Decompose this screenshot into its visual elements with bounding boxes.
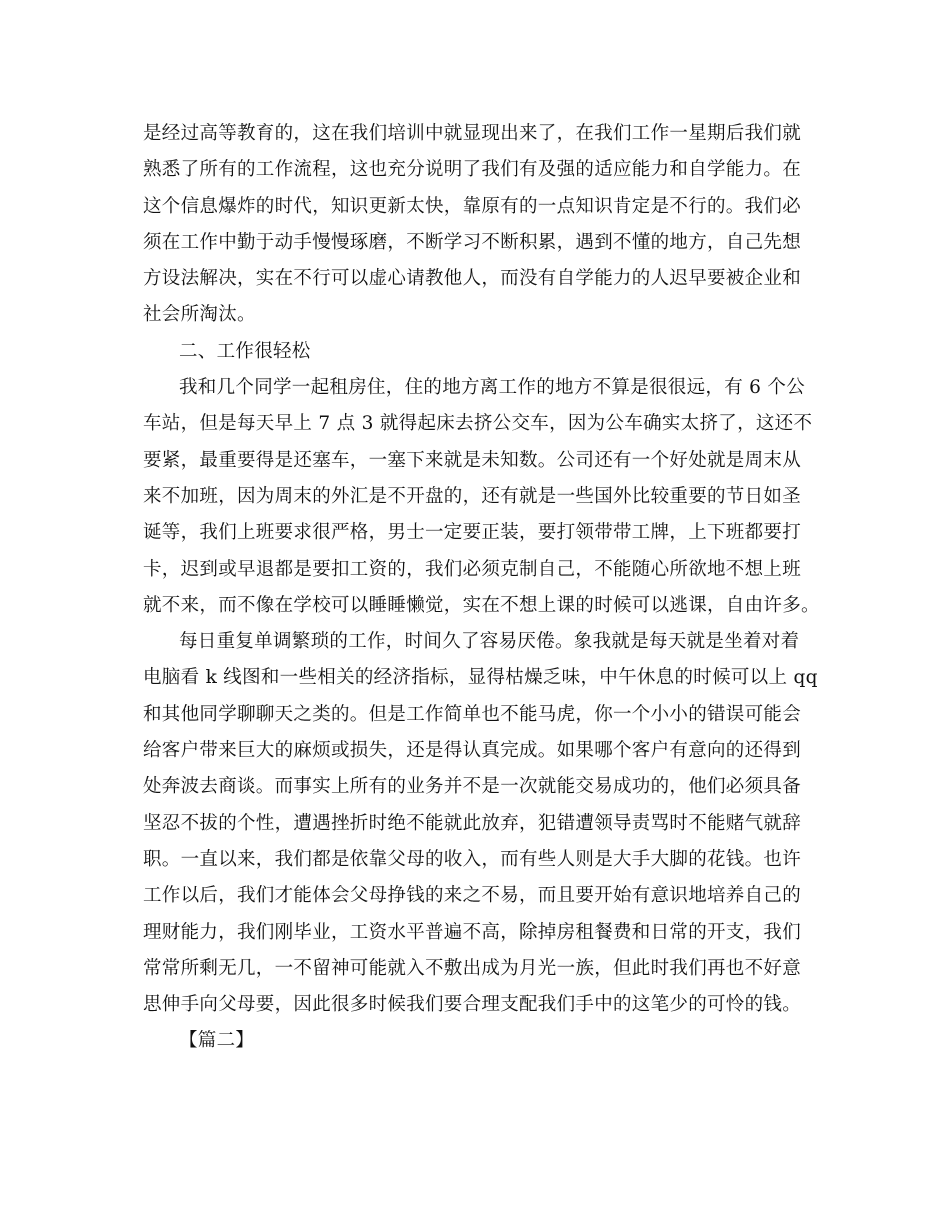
text-line: 须在工作中勤于动手慢慢琢磨，不断学习不断积累，遇到不懂的地方，自己先想: [143, 231, 802, 253]
text-line: 车站，但是每天早上 7 点 3 就得起床去挤公交车，因为公车确实太挤了，这还不: [143, 413, 813, 435]
paragraph-2: [143, 370, 820, 624]
text-line: 和其他同学聊聊天之类的。但是工作简单也不能马虎，你一个小小的错误可能会: [143, 703, 802, 725]
text-line: 是经过高等教育的，这在我们培训中就显现出来了，在我们工作一星期后我们就: [143, 123, 802, 144]
text-line: 处奔波去商谈。而事实上所有的业务并不是一次就能交易成功的，他们必须具备: [143, 776, 802, 798]
text-line: 来不加班，因为周末的外汇是不开盘的，还有就是一些国外比较重要的节日如圣: [143, 485, 802, 507]
text-line: 方设法解决，实在不行可以虚心请教他人，而没有自学能力的人迟早要被企业和: [143, 268, 802, 290]
text-line: 职。一直以来，我们都是依靠父母的收入，而有些人则是大手大脚的花钱。也许: [143, 848, 802, 870]
text-line: 社会所淘汰。: [143, 304, 256, 326]
text-line: 给客户带来巨大的麻烦或损失，还是得认真完成。如果哪个客户有意向的还得到: [143, 740, 802, 762]
section-heading: 二、工作很轻松: [179, 340, 311, 362]
text-line: 要紧，最重要得是还塞车，一塞下来就是未知数。公司还有一个好处就是周末从: [143, 449, 802, 471]
text-line: 工作以后，我们才能体会父母挣钱的来之不易，而且要开始有意识地培养自己的: [143, 885, 802, 907]
text-line: 这个信息爆炸的时代，知识更新太快，靠原有的一点知识肯定是不行的。我们必: [143, 195, 802, 217]
text-line: 我和几个同学一起租房住，住的地方离工作的地方不算是很很远，有 6 个公: [179, 377, 806, 399]
paragraph-1: [143, 116, 807, 334]
text-line: 理财能力，我们刚毕业，工资水平普遍不高，除掉房租餐费和日常的开支，我们: [143, 921, 802, 943]
text-line: 诞等，我们上班要求很严格，男士一定要正装，要打领带带工牌，上下班都要打: [143, 522, 802, 544]
text-line: 电脑看 k 线图和一些相关的经济指标，显得枯燥乏味，中午休息的时候可以上 qq: [143, 667, 818, 689]
text-line: 熟悉了所有的工作流程，这也充分说明了我们有及强的适应能力和自学能力。在: [143, 159, 802, 181]
text-line: 就不来，而不像在学校可以睡睡懒觉，实在不想上课的时候可以逃课，自由许多。: [143, 594, 820, 616]
paragraph-3: [143, 624, 818, 1023]
document-body: [143, 116, 820, 1060]
section-marker: 【篇二】: [179, 1030, 255, 1052]
text-line: 每日重复单调繁琐的工作，时间久了容易厌倦。象我就是每天就是坐着对着: [179, 631, 800, 653]
text-line: 坚忍不拔的个性，遭遇挫折时绝不能就此放弃，犯错遭领导责骂时不能赌气就辞: [143, 812, 802, 834]
text-line: 常常所剩无几，一不留神可能就入不敷出成为月光一族，但此时我们再也不好意: [143, 957, 802, 979]
text-line: 卡，迟到或早退都是要扣工资的，我们必须克制自己，不能随心所欲地不想上班: [143, 558, 802, 580]
text-line: 思伸手向父母要，因此很多时候我们要合理支配我们手中的这笔少的可怜的钱。: [143, 994, 802, 1016]
